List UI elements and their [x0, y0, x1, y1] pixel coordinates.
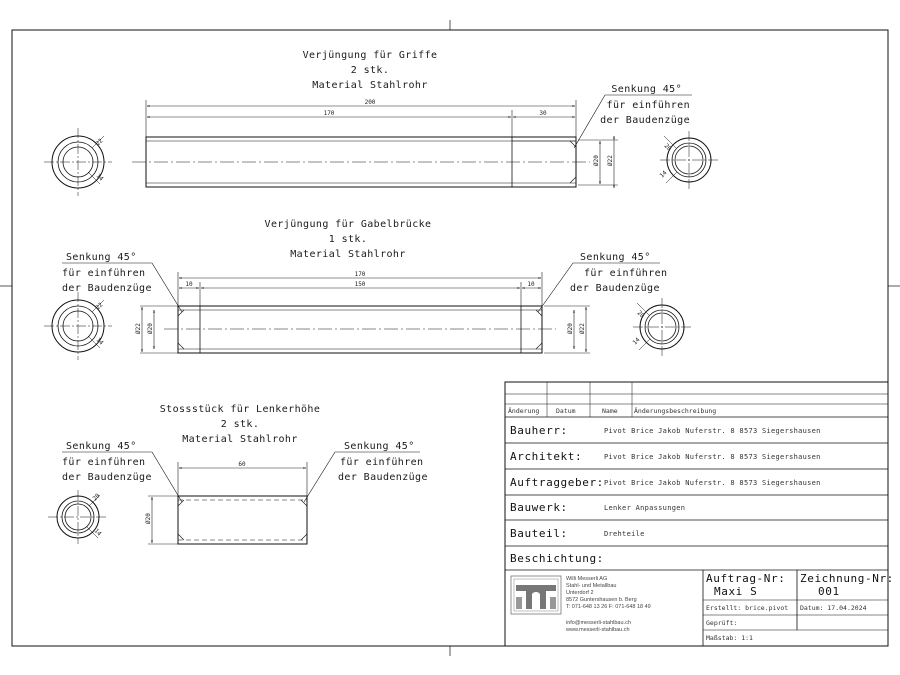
dim-inner: Ø20 — [593, 155, 600, 166]
part-gabel — [44, 219, 691, 360]
note-countersink: Senkung 45° — [66, 441, 137, 452]
circle-dim-a: 20 — [91, 492, 102, 503]
dim-outer: Ø22 — [607, 155, 614, 166]
circle-dim-a: 20 — [635, 309, 646, 320]
part-stoss — [48, 404, 428, 544]
drawing-date: Datum: 17.04.2024 — [800, 604, 867, 612]
dim-left-outer: Ø22 — [135, 323, 142, 334]
dim-end-left: 10 — [185, 281, 193, 288]
company-email: info@messerli-stahlbau.ch — [566, 620, 631, 626]
created-by: Erstellt: brice.pivot — [706, 604, 789, 612]
dim-right-inner: Ø20 — [567, 323, 574, 334]
component-value: Drehteile — [604, 530, 645, 538]
part-title-line: Verjüngung für Griffe — [302, 50, 438, 61]
scale: Maßstab: 1:1 — [706, 634, 753, 642]
company-line: T: 071-648 13 26 F: 071-648 18 49 — [566, 604, 651, 610]
dim-end: 30 — [539, 110, 547, 117]
dim-total: 170 — [354, 271, 366, 278]
dim-length: 60 — [238, 461, 246, 468]
part-qty: 2 stk. — [350, 65, 390, 76]
dim-left-inner: Ø20 — [147, 323, 154, 334]
dim-main: 170 — [323, 110, 335, 117]
part-qty: 1 stk. — [328, 234, 368, 245]
part-qty: 2 stk. — [220, 419, 260, 430]
part-title-line: Stossstück für Lenkerhöhe — [159, 404, 321, 415]
note-countersink-2: für einführen — [340, 457, 424, 468]
dim-total: 200 — [364, 99, 376, 106]
section-circle-left — [44, 292, 112, 360]
circle-dim-b: 14 — [658, 169, 669, 180]
note-countersink-3: der Baudenzüge — [570, 283, 660, 294]
part-material: Material Stahlrohr — [290, 249, 406, 260]
rev-header-date: Datum — [556, 407, 576, 415]
company-line: Willi Messerli AG — [566, 576, 608, 582]
checked-by: Geprüft: — [706, 619, 738, 627]
circle-dim-a: 22 — [94, 301, 105, 312]
note-countersink: Senkung 45° — [611, 84, 682, 95]
dim-right-outer: Ø22 — [579, 323, 586, 334]
title-block — [505, 382, 894, 646]
note-countersink: Senkung 45° — [344, 441, 415, 452]
architect-value: Pivot Brice Jakob Nuferstr. 8 8573 Siegershausen — [604, 453, 821, 461]
circle-dim-b: 14 — [92, 527, 103, 538]
contractor-label: Auftraggeber: — [510, 476, 604, 489]
note-countersink-2: für einführen — [584, 268, 668, 279]
building-value: Lenker Anpassungen — [604, 504, 686, 512]
component-label: Bauteil: — [510, 527, 568, 540]
rev-header-desc: Änderungsbeschreibung — [634, 407, 717, 415]
dim-end-right: 10 — [527, 281, 535, 288]
company-logo — [511, 576, 561, 614]
dim-dia: Ø20 — [145, 513, 152, 524]
part-material: Material Stahlrohr — [312, 80, 428, 91]
circle-dim-b: 14 — [631, 336, 642, 347]
note-countersink-3: der Baudenzüge — [338, 472, 428, 483]
dim-main: 150 — [354, 281, 366, 288]
circle-dim-a: 20 — [662, 142, 673, 153]
note-countersink-2: für einführen — [62, 457, 146, 468]
company-line: Stahl- und Metallbau — [566, 583, 617, 589]
contractor-value: Pivot Brice Jakob Nuferstr. 8 8573 Siegershausen — [604, 479, 821, 487]
rev-header-change: Änderung — [508, 407, 540, 415]
coating-label: Beschichtung: — [510, 552, 604, 565]
note-countersink-3: der Baudenzüge — [600, 115, 690, 126]
note-countersink: Senkung 45° — [66, 252, 137, 263]
note-countersink-3: der Baudenzüge — [62, 472, 152, 483]
circle-dim-a: 22 — [94, 137, 105, 148]
drawing-value: 001 — [818, 585, 840, 598]
client-value: Pivot Brice Jakob Nuferstr. 8 8573 Siegershausen — [604, 427, 821, 435]
section-circle-right — [633, 298, 691, 356]
client-label: Bauherr: — [510, 424, 568, 437]
circle-dim-b: 14 — [94, 172, 105, 183]
section-circle-left — [44, 128, 112, 196]
sheet-border — [0, 20, 900, 656]
part-title-line: Verjüngung für Gabelbrücke — [264, 219, 432, 230]
part-griffe — [44, 50, 718, 196]
company-line: 8572 Guntershausen b. Berg — [566, 597, 637, 603]
note-countersink-2: für einführen — [62, 268, 146, 279]
order-value: Maxi S — [714, 585, 758, 598]
drawing-label: Zeichnung-Nr: — [800, 572, 894, 585]
section-circle-right — [660, 131, 718, 189]
order-label: Auftrag-Nr: — [706, 572, 786, 585]
note-countersink: Senkung 45° — [580, 252, 651, 263]
note-countersink-2: für einführen — [606, 100, 690, 111]
building-label: Bauwerk: — [510, 501, 568, 514]
note-countersink-3: der Baudenzüge — [62, 283, 152, 294]
part-material: Material Stahlrohr — [182, 434, 298, 445]
circle-dim-b: 14 — [94, 336, 105, 347]
company-line: Unterdorf 2 — [566, 590, 594, 596]
rev-header-name: Name — [602, 407, 618, 415]
architect-label: Architekt: — [510, 450, 583, 463]
company-web: www.messerli-stahlbau.ch — [566, 627, 630, 633]
